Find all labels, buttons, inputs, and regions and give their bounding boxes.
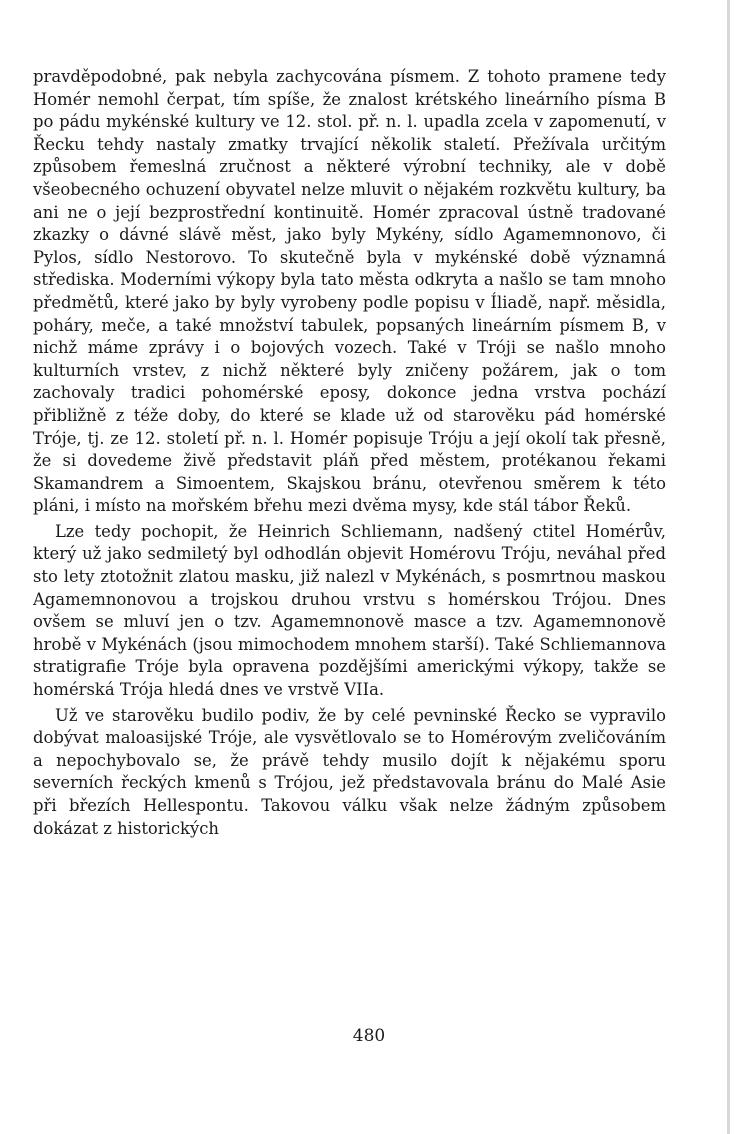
- page-edge: [727, 0, 730, 1134]
- page-number: 480: [352, 1026, 386, 1046]
- paragraph-3: Už ve starověku budilo podiv, že by celé pevninské Řecko se vypravilo dobývat maloasijské Tróje, ale vysvětlovalo se to Homérovým zveličováním a nepochybovalo se, že právě tehdy musilo dojít k nějakému sporu severních řeckých kmenů s Trójou, jež představovala bránu do Malé Asie při březích Hellespontu. Takovou válku však nelze žádným způsobem dokázat z historických: [33, 705, 666, 838]
- paragraph-2: Lze tedy pochopit, že Heinrich Schliemann, nadšený ctitel Homérův, který už jako sedmiletý byl odhodlán objevit Homérovu Tróju, neváhal před sto lety ztotožnit zlatou masku, již nalezl v Mykénách, s posmrtnou maskou Agamemnonovou a trojskou druhou vrstvu s homérskou Trójou. Dnes ovšem se mluví jen o tzv. Agamemnonově masce a tzv. Agamemnonově hrobě v Mykénách (jsou mimochodem mnohem starší). Také Schliemannova stratigrafie Tróje byla opravena pozdějšími americkými výkopy, takže se homérská Trója hledá dnes ve vrstvě VIIa.: [33, 521, 666, 700]
- body-text: [33, 66, 666, 840]
- paragraph-1: pravděpodobné, pak nebyla zachycována písmem. Z tohoto pramene tedy Homér nemohl čerpat, tím spíše, že znalost krétského lineárního písma B po pádu mykénské kultury ve 12. stol. př. n. l. upadla zcela v zapomenutí, v Řecku tehdy nastaly zmatky trvající několik staletí. Přežívala určitým způsobem řemeslná zručnost a některé výrobní techniky, ale v době všeobecného ochuzení obyvatel nelze mluvit o nějakém rozkvětu kultury, ba ani ne o její bezprostřední kontinuitě. Homér zpracoval ústně tradované zkazky o dávné slávě měst, jako byly Mykény, sídlo Agamemnonovo, či Pylos, sídlo Nestorovo. To skutečně byla v mykénské době významná střediska. Moderními výkopy byla tato města odkryta a našlo se tam mnoho předmětů, které jako by byly vyrobeny podle popisu v Íliadě, např. měsidla, poháry, meče, a také množství tabulek, popsaných lineárním písmem B, v nichž máme zprávy i o bojových vozech. Také v Tróji se našlo mnoho kulturních vrstev, z nichž některé byly zničeny požárem, jak o tom zachovaly tradici pohomérské eposy, dokonce jedna vrstva pochází přibližně z téže doby, do které se klade už od starověku pád homérské Tróje, tj. ze 12. století př. n. l. Homér popisuje Tróju a její okolí tak přesně, že si dovedeme živě představit pláň před městem, protékanou řekami Skamandrem a Simoentem, Skajskou bránu, otevřenou směrem k této pláni, i místo na mořském břehu mezi dvěma mysy, kde stál tábor Řeků.: [33, 67, 666, 516]
